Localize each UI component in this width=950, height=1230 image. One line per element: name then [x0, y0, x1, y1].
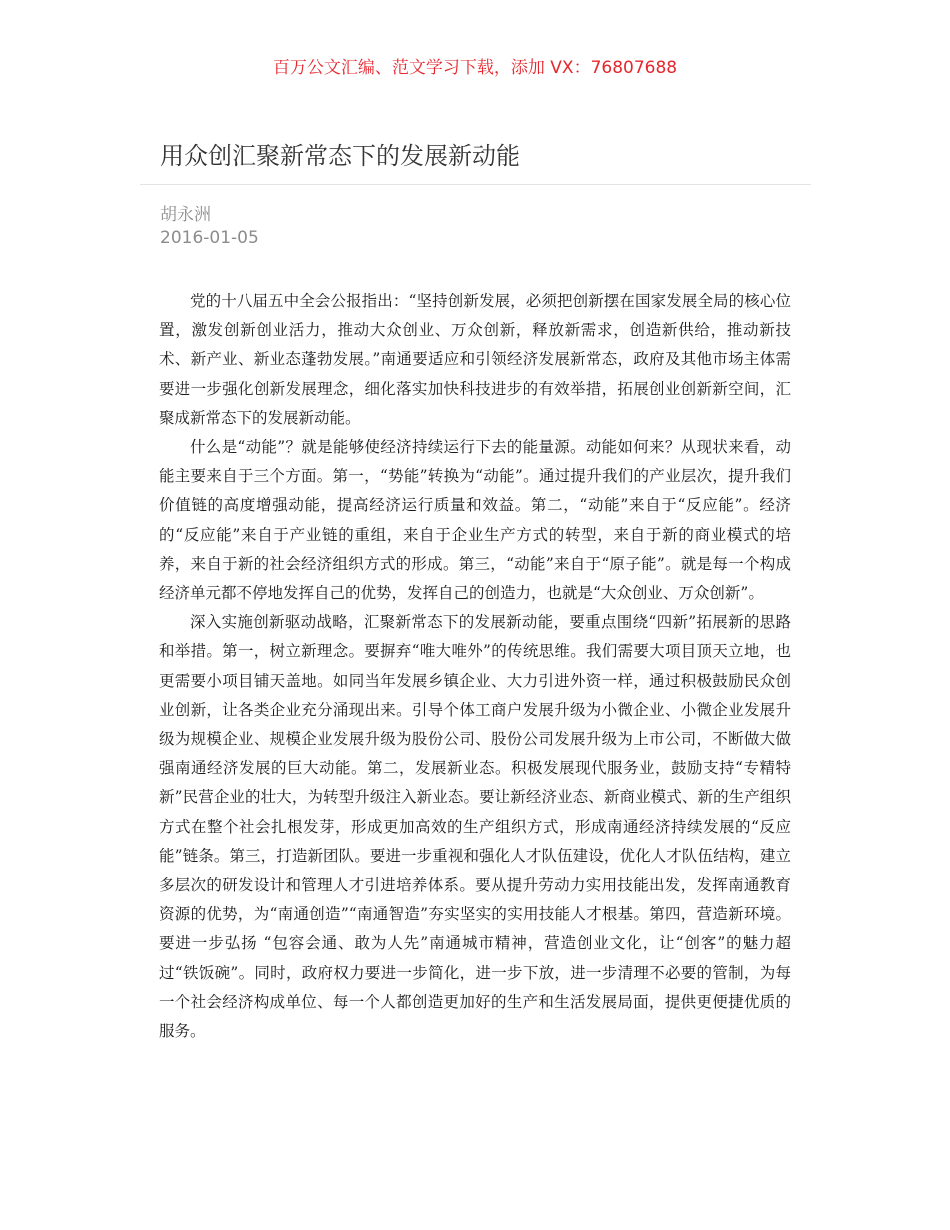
title-divider — [140, 184, 811, 185]
article-body — [159, 287, 791, 1046]
article-date: 2016-01-05 — [160, 228, 259, 248]
article-author: 胡永洲 — [160, 205, 211, 225]
download-banner: 百万公文汇编、范文学习下载，添加 VX：76807688 — [272, 58, 678, 78]
article-meta — [160, 204, 259, 250]
article-paragraph: 深入实施创新驱动战略，汇聚新常态下的发展新动能，要重点围绕“四新”拓展新的思路和举措。第一，树立新理念。要摒弃“唯大唯外”的传统思维。我们需要大项目顶天立地，也更需要小项目铺天盖地。如同当年发展乡镇企业、大力引进外资一样，通过积极鼓励民众创业创新，让各类企业充分涌现出来。引导个体工商户发展升级为小微企业、小微企业发展升级为规模企业、规模企业发展升级为股份公司、股份公司发展升级为上市公司，不断做大做强南通经济发展的巨大动能。第二，发展新业态。积极发展现代服务业，鼓励支持“专精特新”民营企业的壮大，为转型升级注入新业态。要让新经济业态、新商业模式、新的生产组织方式在整个社会扎根发芽，形成更加高效的生产组织方式，形成南通经济持续发展的“反应能”链条。第三，打造新团队。要进一步重视和强化人才队伍建设，优化人才队伍结构，建立多层次的研发设计和管理人才引进培养体系。要从提升劳动力实用技能出发，发挥南通教育资源的优势，为“南通创造”“南通智造”夯实坚实的实用技能人才根基。第四，营造新环境。要进一步弘扬 “包容会通、敢为人先”南通城市精神，营造创业文化，让“创客”的魅力超过“铁饭碗”。同时，政府权力要进一步简化，进一步下放，进一步清理不必要的管制，为每一个社会经济构成单位、每一个人都创造更加好的生产和生活发展局面，提供更便捷优质的服务。 — [159, 613, 791, 1041]
article-paragraph: 什么是“动能”？就是能够使经济持续运行下去的能量源。动能如何来？从现状来看，动能主要来自于三个方面。第一，“势能”转换为“动能”。通过提升我们的产业层次，提升我们价值链的高度增强动能，提高经济运行质量和效益。第二，“动能”来自于“反应能”。经济的“反应能”来自于产业链的重组，来自于企业生产方式的转型，来自于新的商业模式的培养，来自于新的社会经济组织方式的形成。第三，“动能”来自于“原子能”。就是每一个构成经济单元都不停地发挥自己的优势，发挥自己的创造力，也就是“大众创业、万众创新”。 — [159, 438, 791, 603]
article-title: 用众创汇聚新常态下的发展新动能 — [160, 142, 520, 170]
article-paragraph: 党的十八届五中全会公报指出：“坚持创新发展，必须把创新摆在国家发展全局的核心位置，激发创新创业活力，推动大众创业、万众创新，释放新需求，创造新供给，推动新技术、新产业、新业态蓬勃发展。”南通要适应和引领经济发展新常态，政府及其他市场主体需要进一步强化创新发展理念，细化落实加快科技进步的有效举措，拓展创业创新新空间，汇聚成新常态下的发展新动能。 — [159, 292, 791, 427]
